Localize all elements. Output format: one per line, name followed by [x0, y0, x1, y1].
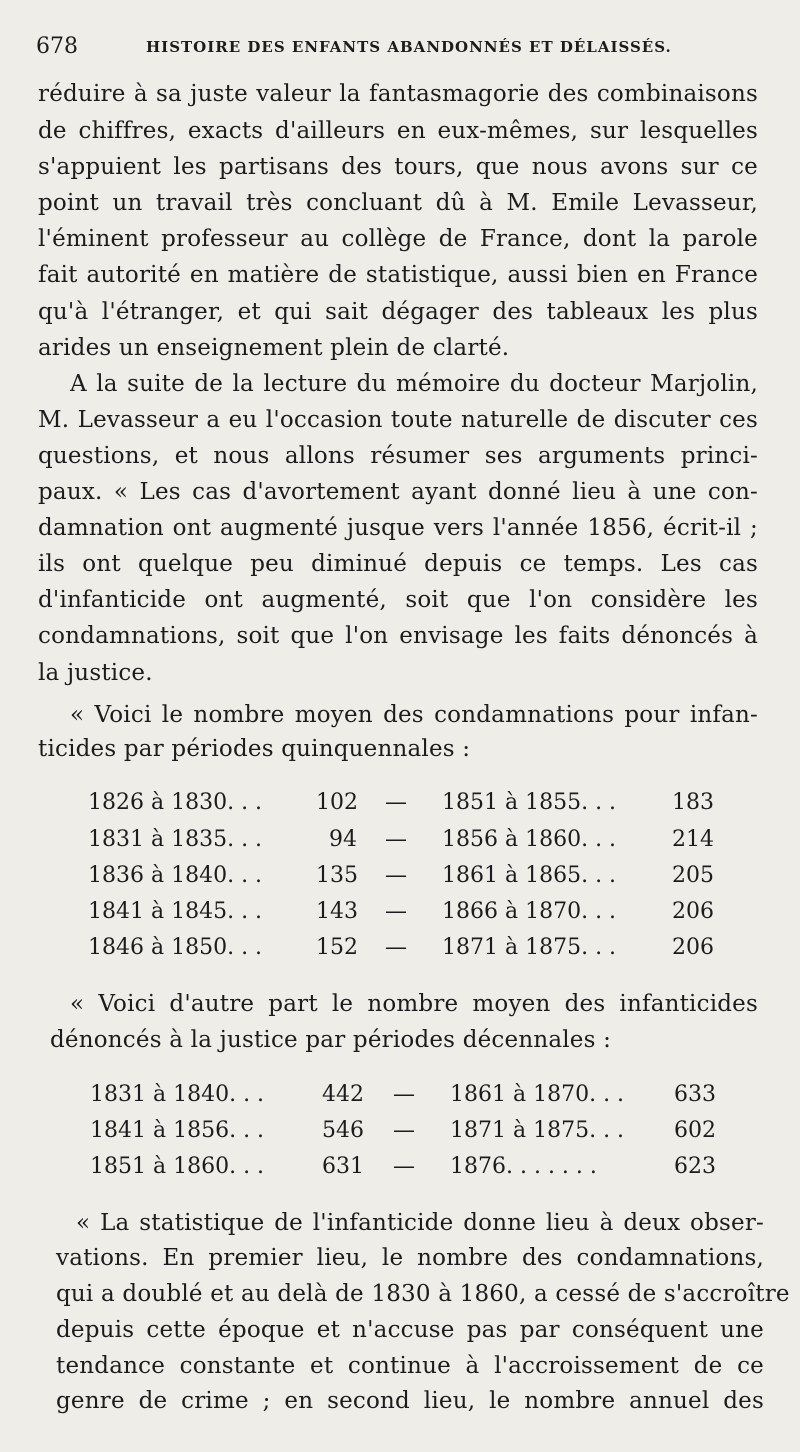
text-line: paux. « Les cas d'avortement ayant donné lieu à une con-	[38, 479, 758, 505]
value-cell: 102	[316, 790, 358, 815]
value-cell: 442	[322, 1082, 364, 1107]
table-row	[0, 825, 800, 855]
text-line: vations. En premier lieu, le nombre des condamnations,	[56, 1245, 764, 1271]
table-row	[0, 788, 800, 818]
separator-dash: —	[385, 899, 407, 924]
value-cell: 546	[322, 1118, 364, 1143]
period-cell: 1866 à 1870. . .	[442, 899, 617, 924]
period-cell: 1826 à 1830. . .	[88, 790, 263, 815]
text-line: A la suite de la lecture du mémoire du docteur Marjolin,	[70, 371, 758, 397]
text-line: questions, et nous allons résumer ses arguments princi-	[38, 443, 758, 469]
separator-dash: —	[385, 790, 407, 815]
page-header	[36, 34, 760, 70]
separator-dash: —	[385, 827, 407, 852]
period-cell: 1841 à 1845. . .	[88, 899, 263, 924]
running-title: HISTOIRE DES ENFANTS ABANDONNÉS ET DÉLAISSÉS.	[146, 38, 672, 56]
period-cell: 1861 à 1865. . .	[442, 863, 617, 888]
text-line: réduire à sa juste valeur la fantasmagorie des combinaisons	[38, 81, 758, 107]
value-cell: 214	[672, 827, 714, 852]
text-line: l'éminent professeur au collège de France, dont la parole	[38, 226, 758, 252]
value-cell: 135	[316, 863, 358, 888]
text-line: qui a doublé et au delà de 1830 à 1860, a cessé de s'accroître	[56, 1281, 790, 1307]
separator-dash: —	[393, 1154, 415, 1179]
value-cell: 206	[672, 935, 714, 960]
table-row	[0, 1116, 800, 1146]
text-line: point un travail très concluant dû à M. Emile Levasseur,	[38, 190, 758, 216]
separator-dash: —	[385, 863, 407, 888]
text-line: ticides par périodes quinquennales :	[38, 736, 471, 762]
value-cell: 94	[329, 827, 357, 852]
text-line: « Voici le nombre moyen des condamnations pour infan-	[70, 702, 758, 728]
text-line: arides un enseignement plein de clarté.	[38, 335, 510, 361]
period-cell: 1851 à 1860. . .	[90, 1154, 265, 1179]
text-line: de chiffres, exacts d'ailleurs en eux-mêmes, sur lesquelles	[38, 118, 758, 144]
table-row	[0, 1080, 800, 1110]
value-cell: 183	[672, 790, 714, 815]
period-cell: 1871 à 1875. . .	[442, 935, 617, 960]
text-line: depuis cette époque et n'accuse pas par conséquent une	[56, 1317, 764, 1343]
value-cell: 633	[674, 1082, 716, 1107]
period-cell: 1851 à 1855. . .	[442, 790, 617, 815]
period-cell: 1846 à 1850. . .	[88, 935, 263, 960]
text-line: genre de crime ; en second lieu, le nombre annuel des	[56, 1388, 764, 1414]
table-row	[0, 897, 800, 927]
period-cell: 1876. . . . . . .	[450, 1154, 597, 1179]
text-line: ils ont quelque peu diminué depuis ce temps. Les cas	[38, 551, 758, 577]
value-cell: 602	[674, 1118, 716, 1143]
value-cell: 143	[316, 899, 358, 924]
value-cell: 152	[316, 935, 358, 960]
text-line: « La statistique de l'infanticide donne lieu à deux obser-	[76, 1210, 764, 1236]
table-row	[0, 1152, 800, 1182]
period-cell: 1861 à 1870. . .	[450, 1082, 625, 1107]
page-number: 678	[36, 34, 78, 59]
text-line: fait autorité en matière de statistique, aussi bien en France	[38, 262, 758, 288]
value-cell: 206	[672, 899, 714, 924]
text-line: condamnations, soit que l'on envisage les faits dénoncés à	[38, 623, 758, 649]
period-cell: 1841 à 1856. . .	[90, 1118, 265, 1143]
separator-dash: —	[393, 1082, 415, 1107]
table-row	[0, 861, 800, 891]
text-line: la justice.	[38, 660, 153, 686]
text-line: M. Levasseur a eu l'occasion toute naturelle de discuter ces	[38, 407, 758, 433]
period-cell: 1831 à 1835. . .	[88, 827, 263, 852]
text-line: qu'à l'étranger, et qui sait dégager des tableaux les plus	[38, 299, 758, 325]
separator-dash: —	[393, 1118, 415, 1143]
table-row	[0, 933, 800, 963]
value-cell: 631	[322, 1154, 364, 1179]
value-cell: 623	[674, 1154, 716, 1179]
text-line: d'infanticide ont augmenté, soit que l'on considère les	[38, 587, 758, 613]
separator-dash: —	[385, 935, 407, 960]
text-line: s'appuient les partisans des tours, que nous avons sur ce	[38, 154, 758, 180]
text-line: tendance constante et continue à l'accroissement de ce	[56, 1353, 764, 1379]
period-cell: 1831 à 1840. . .	[90, 1082, 265, 1107]
text-line: dénoncés à la justice par périodes décennales :	[50, 1027, 612, 1053]
text-line: damnation ont augmenté jusque vers l'année 1856, écrit-il ;	[38, 515, 758, 541]
period-cell: 1856 à 1860. . .	[442, 827, 617, 852]
value-cell: 205	[672, 863, 714, 888]
text-line: « Voici d'autre part le nombre moyen des infanticides	[70, 991, 758, 1017]
period-cell: 1871 à 1875. . .	[450, 1118, 625, 1143]
period-cell: 1836 à 1840. . .	[88, 863, 263, 888]
